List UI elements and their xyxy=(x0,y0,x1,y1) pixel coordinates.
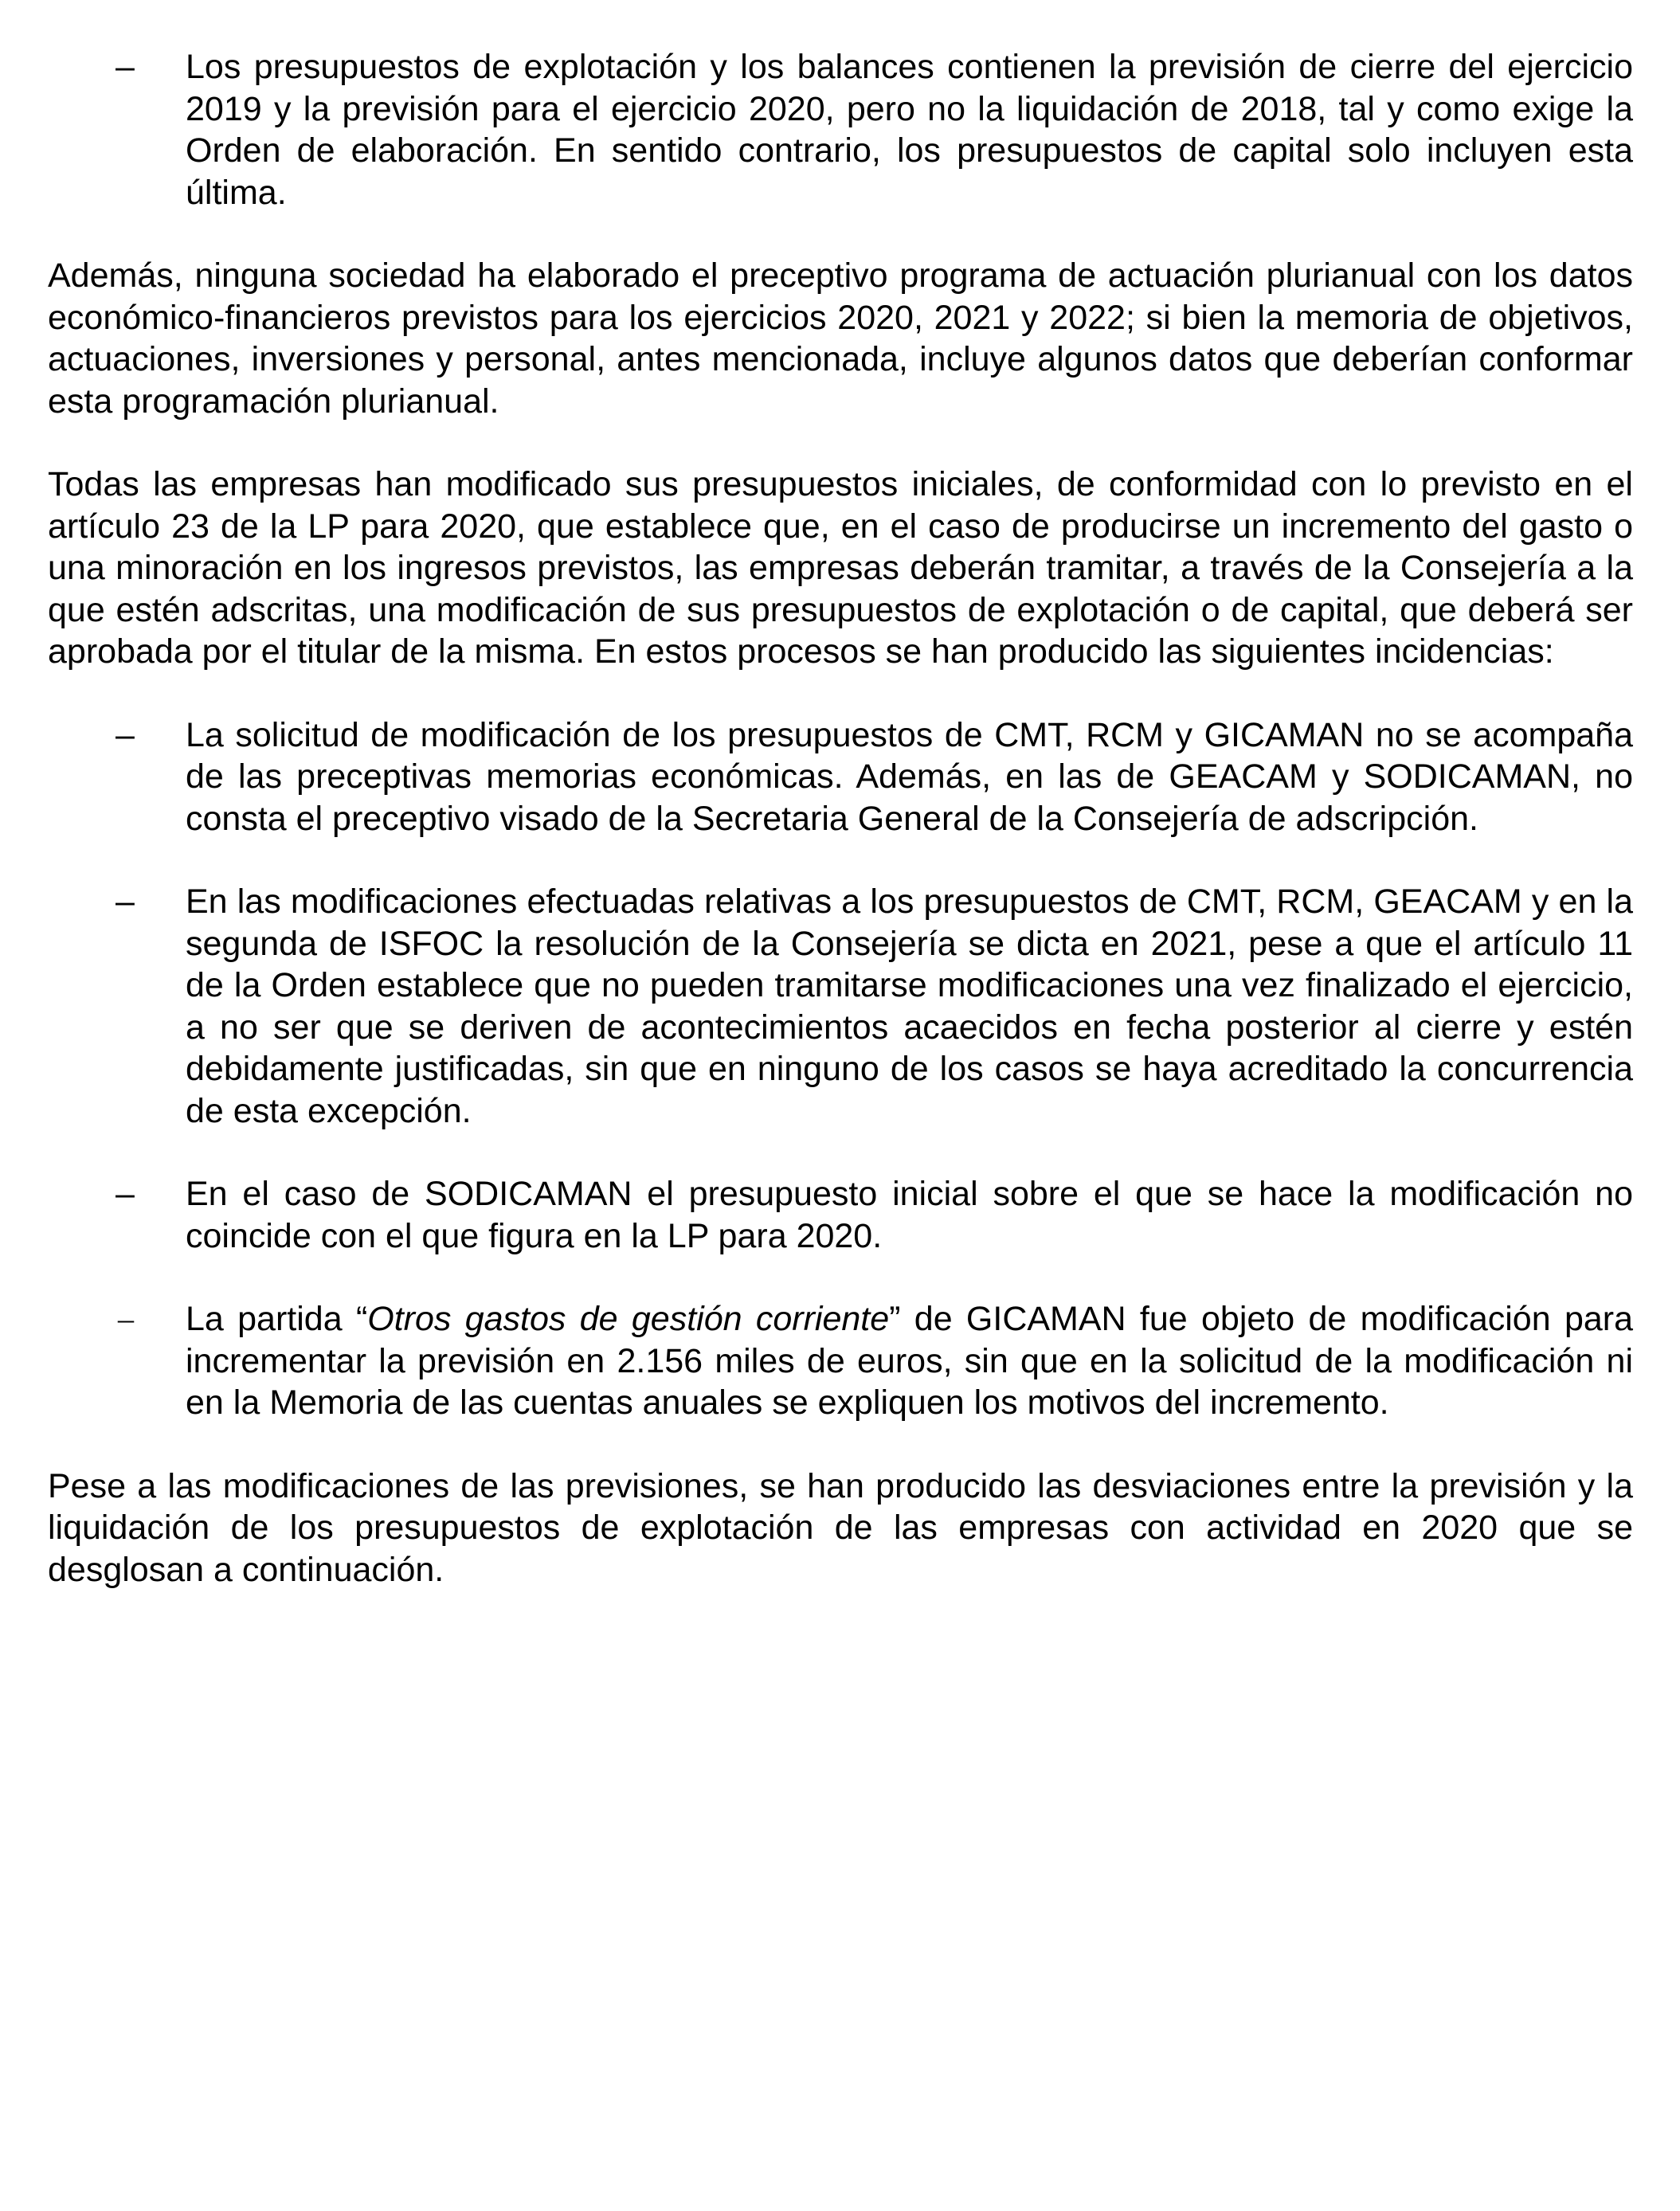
list-item-text: En las modificaciones efectuadas relativas a los presupuestos de CMT, RCM, GEACAM y en la segunda de ISFOC la resolución de la Consejería se dicta en 2021, pese a que el artículo 11 de la Orden establece que no pueden tramitarse modificaciones una vez finalizado el ejercicio, a no ser que se deriven de acontecimientos acaecidos en fecha posterior al cierre y estén debidamente justificadas, sin que en ninguno de los casos se haya acreditado la concurrencia de esta excepción. xyxy=(186,882,1633,1130)
text-after: ” de GICAMAN fue objeto de modificación para incrementar la previsión en 2.156 miles de euros, sin que en la solicitud de la modificación ni en la Memoria de las cuentas anuales se expliquen los motivos del incremento. xyxy=(186,1300,1634,1422)
text-before: La partida “ xyxy=(186,1300,368,1338)
list-item-otros-gastos xyxy=(48,1298,1633,1424)
list-item-text: En el caso de SODICAMAN el presupuesto inicial sobre el que se hace la modificación no coincide con el que figura en la LP para 2020. xyxy=(186,1175,1633,1255)
incidencias-list xyxy=(48,714,1633,1424)
list-dash: – xyxy=(118,1301,134,1336)
list-dash: – xyxy=(116,715,135,754)
list-item-liquidacion xyxy=(48,46,1633,213)
list-dash: – xyxy=(116,48,135,86)
list-item-text: Los presupuestos de explotación y los balances contienen la previsión de cierre del ejercicio 2019 y la previsión para el ejercicio 2020, pero no la liquidación de 2018, tal y como exige la Orden de elaboración. En sentido contrario, los presupuestos de capital solo incluyen esta última. xyxy=(186,48,1633,212)
paragraph-programa-plurianual: Además, ninguna sociedad ha elaborado el preceptivo programa de actuación plurianual con los datos económico-financieros previstos para los ejercicios 2020, 2021 y 2022; si bien la memoria de objetivos, actuaciones, inversiones y personal, antes mencionada, incluye algunos datos que deberían conformar esta programación plurianual. xyxy=(48,256,1633,421)
list-dash: – xyxy=(116,1175,135,1213)
list-item-text: La solicitud de modificación de los presupuestos de CMT, RCM y GICAMAN no se acompaña de las preceptivas memorias económicas. Además, en las de GEACAM y SODICAMAN, no consta el preceptivo visado de la Secretaria General de la Consejería de adscripción. xyxy=(186,715,1633,838)
italic-partida-name: Otros gastos de gestión corriente xyxy=(367,1300,890,1338)
paragraph-desviaciones: Pese a las modificaciones de las previsiones, se han producido las desviaciones entre la previsión y la liquidación de los presupuestos de explotación de las empresas con actividad en 2020 que se desglosan a continuación. xyxy=(48,1466,1633,1589)
list-item-sodicaman xyxy=(48,1173,1633,1257)
list-dash: – xyxy=(116,882,135,921)
list-item-text xyxy=(186,1298,1633,1424)
document-body xyxy=(48,46,1633,1591)
list-item-resolucion-2021 xyxy=(48,881,1633,1132)
list-item-memorias xyxy=(48,714,1633,840)
paragraph-modificaciones: Todas las empresas han modificado sus presupuestos iniciales, de conformidad con lo previsto en el artículo 23 de la LP para 2020, que establece que, en el caso de producirse un incremento del gasto o una minoración en los ingresos previstos, las empresas deberán tramitar, a través de la Consejería a la que estén adscritas, una modificación de sus presupuestos de explotación o de capital, que deberá ser aprobada por el titular de la misma. En estos procesos se han producido las siguientes incidencias: xyxy=(48,465,1633,671)
